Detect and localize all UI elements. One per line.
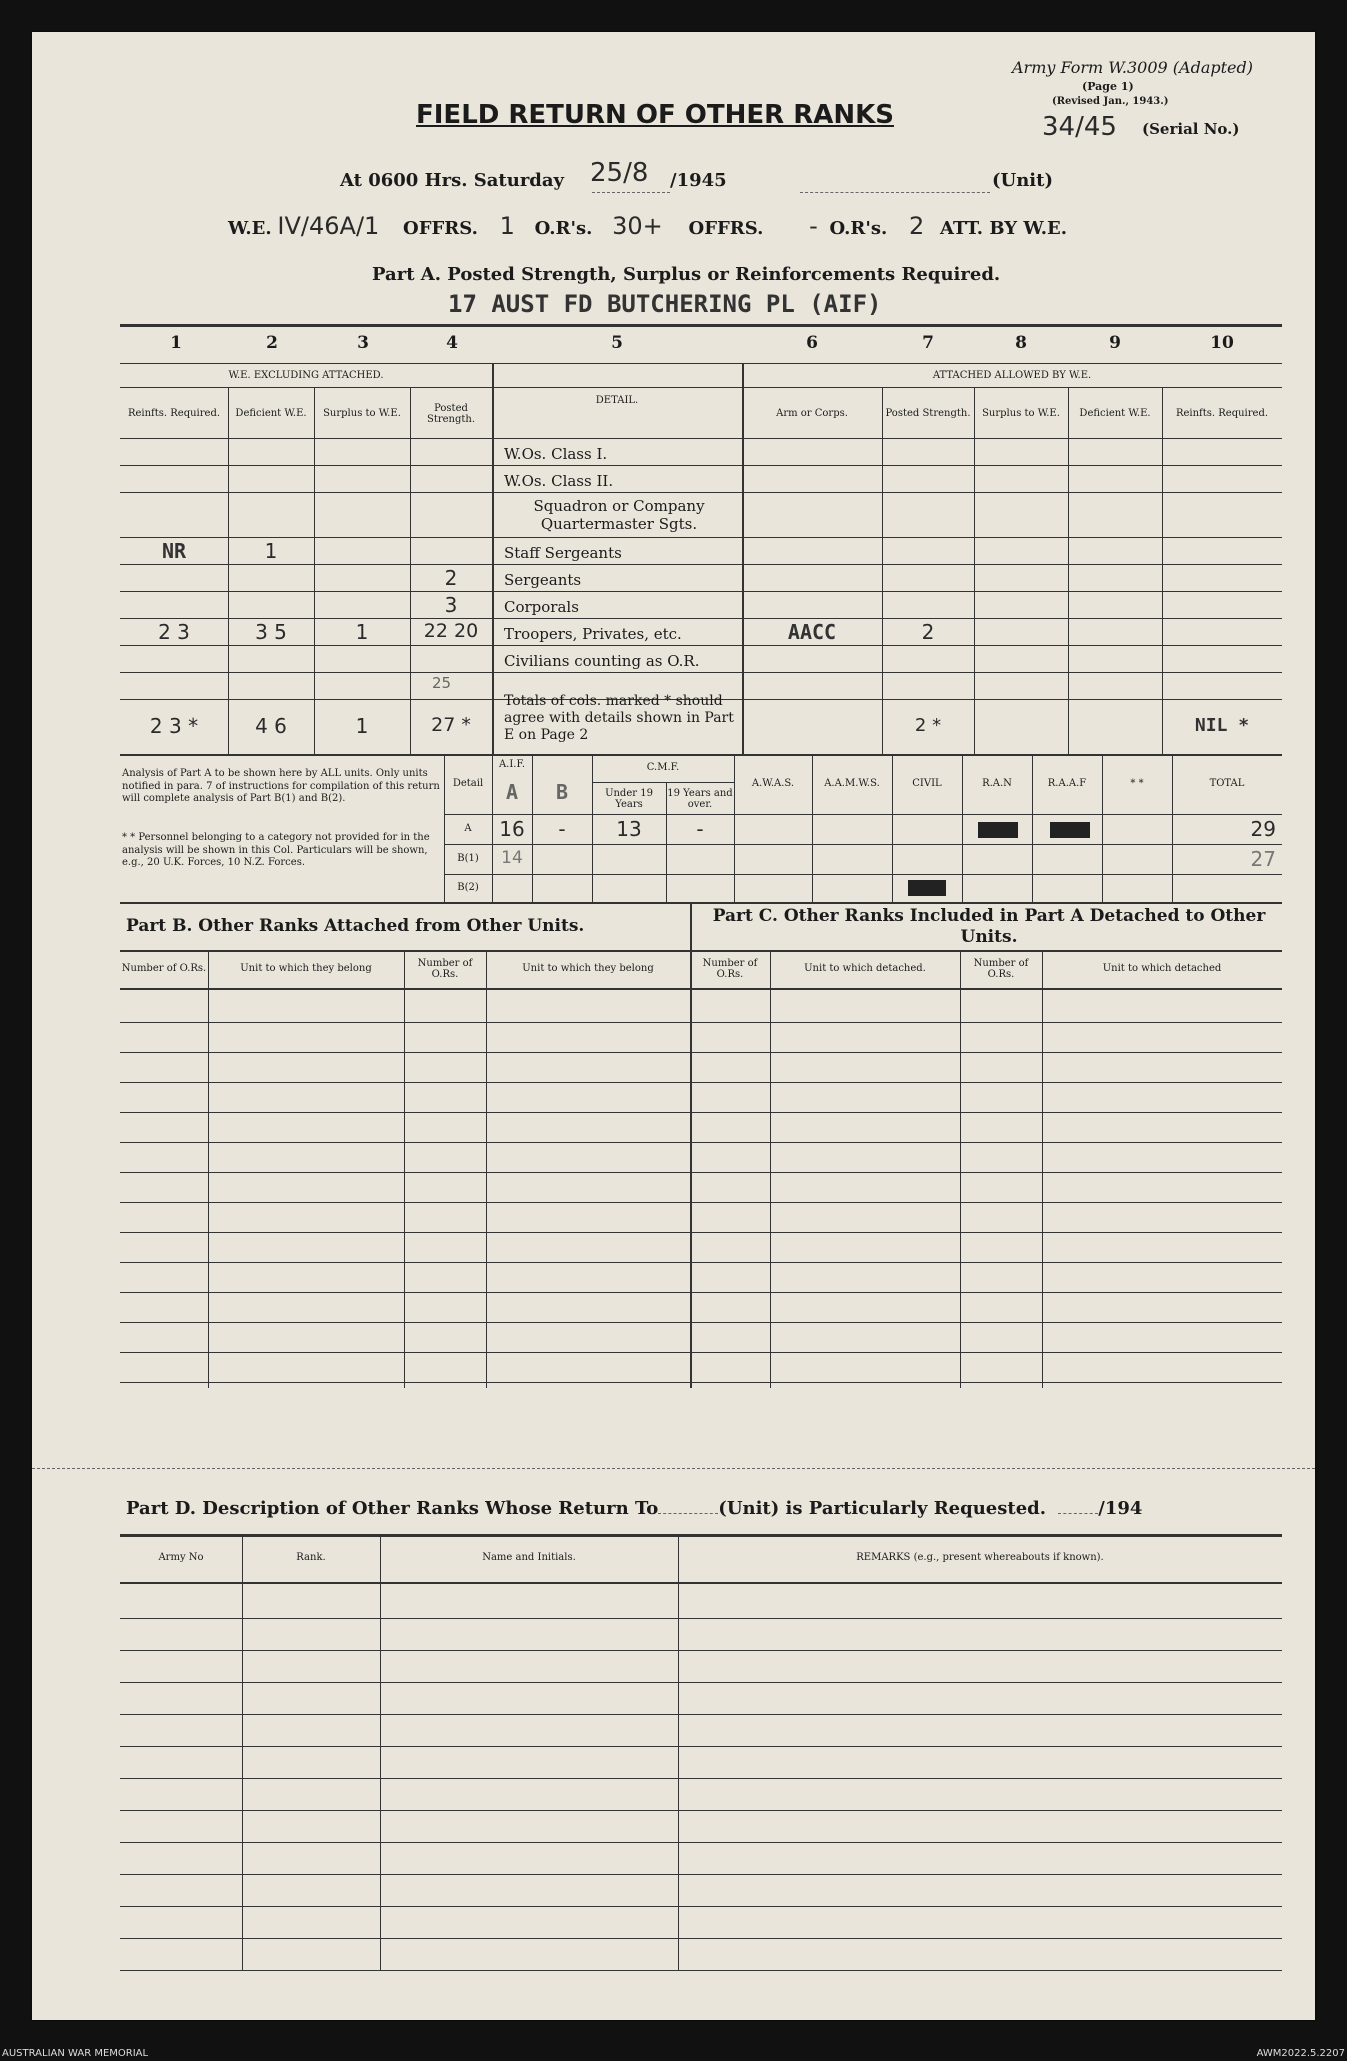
ruled-line <box>120 1874 1282 1875</box>
analysis-header: C.M.F. <box>646 762 680 774</box>
row-c4: 27 * <box>431 714 471 737</box>
row-c2: 3 5 <box>255 619 287 644</box>
analysis-row-label: B(1) <box>457 853 479 865</box>
revised-label: (Revised Jan., 1943.) <box>1052 96 1169 107</box>
row-c4: 3 <box>444 592 458 617</box>
ruled-line <box>120 1810 1282 1811</box>
analysis-header: CIVIL <box>912 778 942 790</box>
ruled-line <box>120 1352 1282 1353</box>
part-c-heading: Part C. Other Ranks Included in Part A Detached to Other Units. <box>712 906 1266 948</box>
group-header-left: W.E. EXCLUDING ATTACHED. <box>228 370 384 382</box>
ruled-line <box>120 1172 1282 1173</box>
row-c4: 22 20 <box>423 620 479 643</box>
row-detail: Squadron or Company Quartermaster Sgts. <box>533 497 705 533</box>
part-d-header: REMARKS (e.g., present whereabouts if known). <box>856 1552 1104 1564</box>
analysis-header: B <box>555 779 569 804</box>
ruled-line <box>120 1382 1282 1383</box>
part-d-header: Army No <box>158 1552 204 1564</box>
ruled-line <box>120 1970 1282 1971</box>
ruled-line <box>120 1714 1282 1715</box>
row-c4: 2 <box>444 565 458 590</box>
part-b-header: Unit to which they belong <box>522 963 654 975</box>
col-header: Reinfts. Required. <box>1175 408 1269 420</box>
detail-header: DETAIL. <box>595 395 639 407</box>
col-header: Posted Strength. <box>885 408 971 420</box>
we-line: W.E. IV/46A/1 OFFRS. 1 O.R's. 30+ OFFRS. - O.R's. 2 ATT. BY W.E. <box>228 212 1068 240</box>
row-c1: 2 3 * <box>149 713 199 738</box>
analysis-row-label: B(2) <box>457 882 479 894</box>
ruled-line <box>120 1202 1282 1203</box>
ruled-line <box>120 1082 1282 1083</box>
ruled-line <box>120 1906 1282 1907</box>
at-label: At 0600 Hrs. Saturday <box>340 170 565 191</box>
part-b-header: Number of O.Rs. <box>417 957 473 980</box>
analysis-header: Detail <box>452 778 484 790</box>
col-header: Surplus to W.E. <box>982 408 1060 420</box>
redaction <box>908 880 946 896</box>
row-c10: NIL * <box>1194 714 1250 736</box>
part-d-header: Name and Initials. <box>482 1552 576 1564</box>
analysis-a: 14 <box>501 848 523 869</box>
col-header: Reinfts. Required. <box>127 408 221 420</box>
ruled-line <box>120 1650 1282 1651</box>
part-a-heading: Part A. Posted Strength, Surplus or Reinforcements Required. <box>372 264 1001 285</box>
ruled-line <box>120 1842 1282 1843</box>
row-c3: 1 <box>355 619 369 644</box>
part-b-heading: Part B. Other Ranks Attached from Other Units. <box>126 916 585 936</box>
ruled-line <box>120 1232 1282 1233</box>
redaction <box>978 822 1018 838</box>
ruled-line <box>120 1746 1282 1747</box>
col-number: 9 <box>1109 333 1121 354</box>
footer-right: AWM2022.5.2207 <box>1256 2048 1345 2059</box>
row-detail: W.Os. Class II. <box>504 472 614 490</box>
analysis-header: R.A.A.F <box>1047 778 1087 790</box>
col-number: 1 <box>170 333 182 354</box>
analysis-u19: 13 <box>616 816 642 841</box>
ruled-line <box>120 1022 1282 1023</box>
row-c2: 1 <box>264 538 278 563</box>
col-header: Arm or Corps. <box>776 408 848 420</box>
row-detail: Totals of cols. marked * should agree with details shown in Part E on Page 2 <box>504 693 734 743</box>
part-c-header: Unit to which detached <box>1102 963 1222 975</box>
part-b-header: Unit to which they belong <box>240 963 372 975</box>
row-detail: Civilians counting as O.R. <box>504 652 700 670</box>
analysis-b: - <box>558 816 566 841</box>
row-detail: Corporals <box>504 598 579 616</box>
row-detail: Sergeants <box>504 571 582 589</box>
ruled-line <box>120 1142 1282 1143</box>
analysis-o19: - <box>696 816 704 841</box>
ruled-line <box>120 1938 1282 1939</box>
row-c2: 4 6 <box>255 713 287 738</box>
ruled-line <box>120 1322 1282 1323</box>
page-label: (Page 1) <box>1082 80 1134 93</box>
col-number: 4 <box>446 333 458 354</box>
serial-value: 34/45 <box>1042 112 1117 142</box>
analysis-header: * * <box>1130 778 1144 790</box>
col-number: 2 <box>266 333 278 354</box>
col-number: 8 <box>1015 333 1027 354</box>
row-detail: W.Os. Class I. <box>504 445 608 463</box>
army-form-label: Army Form W.3009 (Adapted) <box>1011 58 1253 77</box>
col-number: 6 <box>806 333 818 354</box>
page-title: FIELD RETURN OF OTHER RANKS <box>416 100 894 130</box>
col-number: 5 <box>611 333 623 354</box>
part-c-header: Number of O.Rs. <box>973 957 1029 980</box>
part-b-header: Number of O.Rs. <box>121 963 207 975</box>
analysis-total: 27 <box>1250 846 1276 871</box>
col-number: 7 <box>922 333 934 354</box>
col-header: Deficient W.E. <box>235 408 307 420</box>
row-detail: Staff Sergeants <box>504 544 622 562</box>
date-value: 25/8 <box>590 158 649 188</box>
c4-note: 25 <box>432 674 452 692</box>
analysis-header: A <box>505 779 519 804</box>
col-header: Surplus to W.E. <box>323 408 401 420</box>
ruled-line <box>120 1112 1282 1113</box>
redaction <box>1050 822 1090 838</box>
analysis-header: TOTAL <box>1209 778 1245 790</box>
serial-label: (Serial No.) <box>1142 120 1240 138</box>
analysis-total: 29 <box>1250 816 1276 841</box>
col-header: Posted Strength. <box>426 402 476 425</box>
unit-name: 17 AUST FD BUTCHERING PL (AIF) <box>448 290 882 318</box>
row-c3: 1 <box>355 713 369 738</box>
row-c1: 2 3 <box>158 619 190 644</box>
analysis-note-2: * * Personnel belonging to a category not provided for in the analysis will be shown in this Col. Particulars will be shown, e.g., 20 U.K. Forces, 10 N.Z. Forces. <box>122 832 430 868</box>
col-number: 3 <box>357 333 369 354</box>
row-c7: 2 * <box>914 714 942 736</box>
analysis-header: A.W.A.S. <box>751 778 795 790</box>
col-header: Deficient W.E. <box>1079 408 1151 420</box>
analysis-row-label: A <box>464 823 472 835</box>
analysis-subheader: A.I.F. <box>498 759 526 771</box>
ruled-line <box>120 1262 1282 1263</box>
part-d-heading: Part D. Description of Other Ranks Whose Return To (Unit) is Particularly Requested. /194 <box>126 1498 1143 1519</box>
analysis-header: A.A.M.W.S. <box>824 778 880 790</box>
ruled-line <box>120 1682 1282 1683</box>
part-c-header: Unit to which detached. <box>804 963 926 975</box>
ruled-line <box>120 1052 1282 1053</box>
analysis-note: Analysis of Part A to be shown here by ALL units. Only units notified in para. 7 of instructions for compilation of this return will complete analysis of Part B(1) and B(2). <box>122 768 440 804</box>
group-header-right: ATTACHED ALLOWED BY W.E. <box>932 370 1092 382</box>
analysis-a: 16 <box>499 816 525 841</box>
ruled-line <box>120 1618 1282 1619</box>
form-page <box>32 32 1315 2020</box>
row-detail: Troopers, Privates, etc. <box>504 625 682 643</box>
analysis-header: R.A.N <box>982 778 1012 790</box>
part-d-header: Rank. <box>296 1552 326 1564</box>
analysis-header: Under 19 Years <box>605 787 653 810</box>
row-c1: NR <box>161 538 187 563</box>
ruled-line <box>120 1292 1282 1293</box>
footer-left: AUSTRALIAN WAR MEMORIAL <box>2 2048 149 2059</box>
date-year: /1945 <box>670 170 727 191</box>
analysis-header: 19 Years and over. <box>667 787 733 810</box>
ruled-line <box>120 1778 1282 1779</box>
row-c7: 2 <box>921 619 935 644</box>
part-c-header: Number of O.Rs. <box>702 957 758 980</box>
row-c6: AACC <box>787 619 837 644</box>
col-number: 10 <box>1210 333 1234 354</box>
unit-label: (Unit) <box>992 170 1053 191</box>
